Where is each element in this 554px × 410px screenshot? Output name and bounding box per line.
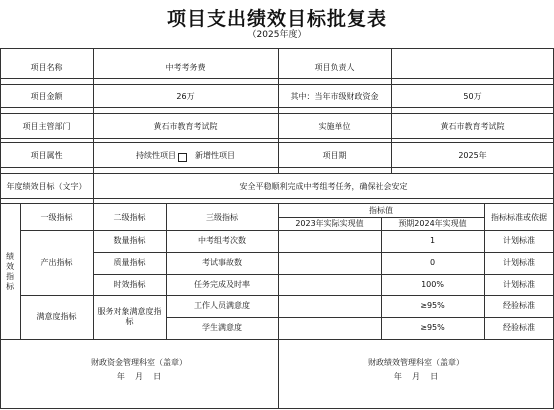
project-leader-value [391, 58, 554, 78]
table-grid-line [0, 78, 554, 79]
ongoing-project-label: 持续性项目 [136, 151, 176, 161]
actual-value-4 [278, 295, 381, 317]
table-grid-line [0, 167, 554, 168]
standard-value-4: 经验标准 [503, 301, 535, 311]
project-name-label: 项目名称 [30, 63, 63, 73]
exam-incidents-label: 考试事故数 [202, 258, 242, 268]
project-attribute-label: 项目属性 [30, 151, 63, 161]
project-amount-label: 项目金额 [30, 92, 63, 102]
actual-value-3 [278, 274, 381, 295]
standard-value-5: 经验标准 [503, 322, 535, 332]
actual-2023-header: 2023年实际实现值 [295, 218, 364, 228]
supervisor-dept-label: 项目主管部门 [22, 122, 71, 132]
performance-indicator-side-label: 绩效指标 [5, 251, 15, 292]
level1-indicator-header: 一级指标 [40, 212, 73, 222]
new-project-label: 新增性项目 [195, 151, 235, 161]
fund-management-office-stamp: 财政资金管理科室（盖章） [91, 357, 187, 367]
implementer-label: 实施单位 [318, 122, 351, 132]
project-name-value: 中考考务费 [165, 63, 206, 73]
performance-management-office-stamp: 财政绩效管理科室（盖章） [368, 357, 464, 367]
table-grid-line [0, 142, 554, 143]
quantity-indicator-label: 数量指标 [113, 236, 146, 246]
expected-value-2: 0 [429, 258, 436, 268]
actual-value-1 [278, 230, 381, 252]
table-grid-line [0, 198, 554, 199]
table-grid-line [0, 48, 554, 49]
standard-value-3: 计划标准 [503, 279, 535, 289]
expected-value-5: ≥95% [420, 322, 445, 332]
project-period-label: 项目期 [322, 151, 347, 161]
indicator-value-header: 指标值 [369, 206, 393, 216]
standard-header: 指标标准或依据 [491, 212, 547, 222]
level3-indicator-header: 三级指标 [206, 212, 238, 222]
table-grid-line [0, 107, 554, 108]
actual-value-5 [278, 317, 381, 338]
output-indicator-label: 产出指标 [40, 257, 73, 267]
table-grid-line [0, 339, 554, 340]
municipal-fund-label: 其中：当年市级财政资金 [290, 92, 379, 102]
project-attribute-value [93, 145, 278, 167]
standard-value-2: 计划标准 [503, 258, 535, 268]
project-leader-label: 项目负责人 [314, 63, 355, 73]
expected-2024-header: 预期2024年实现值 [398, 218, 467, 228]
municipal-fund-value: 50万 [463, 92, 482, 102]
timeliness-indicator-label: 时效指标 [113, 279, 146, 289]
fund-management-date: 年 月 日 [116, 371, 162, 381]
satisfaction-indicator-label: 满意度指标 [36, 311, 77, 321]
performance-management-date: 年 月 日 [393, 371, 439, 381]
page-subtitle: （2025年度） [247, 30, 307, 40]
quality-indicator-label: 质量指标 [113, 258, 146, 268]
page-title: 项目支出绩效目标批复表 [166, 8, 387, 30]
staff-satisfaction-label: 工作人员满意度 [194, 301, 250, 311]
implementer-value: 黄石市教育考试院 [440, 122, 505, 132]
project-period-value: 2025年 [458, 151, 487, 161]
table-grid-line [0, 173, 554, 174]
table-grid-line [0, 138, 554, 139]
student-satisfaction-label: 学生满意度 [202, 322, 242, 332]
table-grid-line [0, 408, 554, 409]
expected-value-3: 100% [421, 279, 444, 289]
level2-indicator-header: 二级指标 [113, 212, 146, 222]
completion-rate-label: 任务完成及时率 [194, 279, 250, 289]
table-grid-line [0, 113, 554, 114]
annual-goal-value: 安全平稳顺利完成中考组考任务，确保社会安定 [239, 182, 408, 192]
expected-value-1: 1 [429, 236, 436, 246]
project-amount-value: 26万 [176, 92, 195, 102]
actual-value-2 [278, 252, 381, 274]
table-grid-line [0, 84, 554, 85]
service-satisfaction-label: 服务对象满意度指标 [97, 307, 162, 326]
expected-value-4: ≥95% [420, 301, 445, 311]
annual-goal-label: 年度绩效目标（文字） [6, 182, 87, 192]
supervisor-dept-value: 黄石市教育考试院 [153, 122, 218, 132]
exam-sessions-label: 中考组考次数 [198, 236, 246, 246]
standard-value-1: 计划标准 [503, 236, 535, 246]
table-grid-line [0, 203, 554, 204]
checked-box-icon [178, 153, 187, 162]
